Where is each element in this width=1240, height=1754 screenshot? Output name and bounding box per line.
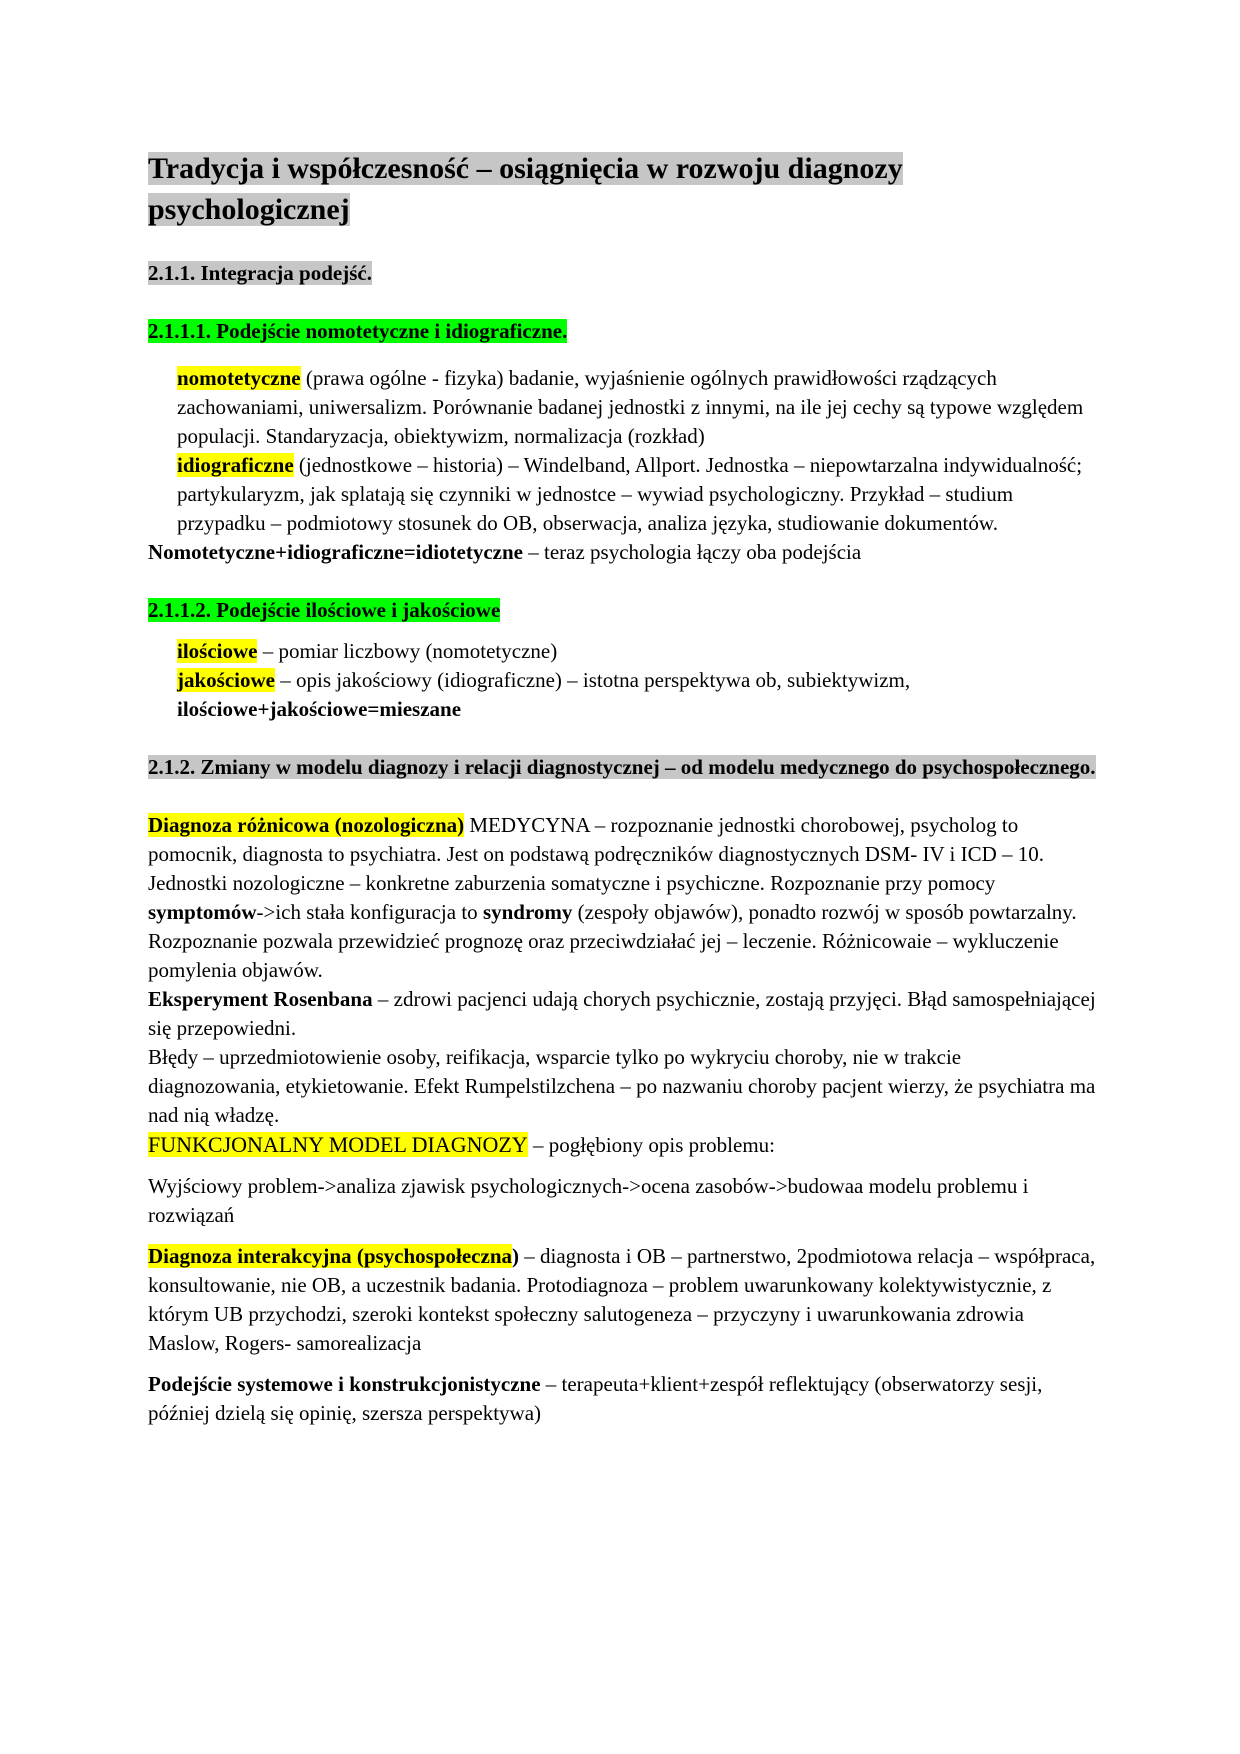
idiotetyczne-summary: [148, 538, 1098, 567]
heading-2-1-2: [148, 753, 1098, 782]
ilosciowe-jakosciowe-block: [148, 637, 1098, 724]
rosenhan-paragraph: [148, 985, 1098, 1043]
diagnoza-roznicowa-paragraph: [148, 811, 1098, 985]
funkcjonalny-steps: Wyjściowy problem->analiza zjawisk psychologicznych->ocena zasobów->budowaa modelu problemu i rozwiązań: [148, 1174, 1029, 1227]
interakcyjna-term: Diagnoza interakcyjna (psychospołeczna: [148, 1244, 512, 1268]
symptomy-term: symptomów: [148, 900, 257, 924]
heading-2-1-1-text: 2.1.1. Integracja podejść.: [148, 261, 372, 285]
title-text: Tradycja i współczesność – osiągnięcia w rozwoju diagnozy psychologicznej: [148, 152, 903, 226]
diagnoza-roznicowa-term: Diagnoza różnicowa (nozologiczna): [148, 813, 465, 837]
heading-2-1-1-2: [148, 596, 1098, 625]
jakosciowe-text: – opis jakościowy (idiograficzne) – istotna perspektywa ob, subiektywizm,: [275, 668, 911, 692]
nomotetyczne-text: (prawa ogólne - fizyka) badanie, wyjaśnienie ogólnych prawidłowości rządzących zachowaniami, uniwersalizm. Porównanie badanej jednostki z innymi, na ile jej cechy są typowe względem populacji. Standaryzacja, obiektywizm, normalizacja (rozkład): [177, 366, 1084, 448]
diagnoza-roznicowa-text-1: MEDYCYNA – rozpoznanie jednostki chorobowej, psycholog to pomocnik, diagnosta to psychiatra. Jest on podstawą podręczników diagnostycznych DSM- IV i ICD – 10. Jednostki nozologiczne – konkretne zaburzenia somatyczne i psychiczne. Rozpoznanie przy pomocy: [148, 813, 1045, 895]
interakcyjna-text: – diagnosta i OB – partnerstwo, 2podmiotowa relacja – współpraca, konsultowanie, nie OB, a uczestnik badania. Protodiagnoza – problem uwarunkowany kolektywistycznie, z którym UB przychodzi, szeroki kontekst społeczny salutogeneza – przyczyny i uwarunkowania zdrowia: [148, 1244, 1096, 1326]
rosenhan-term: Eksperyment Rosenbana: [148, 987, 373, 1011]
systemowe-paragraph: [148, 1370, 1098, 1428]
document-title: [148, 148, 1098, 230]
heading-2-1-1: [148, 259, 1098, 288]
document-body: [148, 148, 1098, 1428]
ilosciowe-text: – pomiar liczbowy (nomotetyczne): [257, 639, 558, 663]
funkcjonalny-paragraph: [148, 1130, 1098, 1160]
heading-2-1-1-1-text: 2.1.1.1. Podejście nomotetyczne i idiograficzne.: [148, 319, 568, 343]
maslow-line: Maslow, Rogers- samorealizacja: [148, 1331, 422, 1355]
jakosciowe-term: jakościowe: [177, 668, 275, 692]
idiograficzne-term: idiograficzne: [177, 453, 294, 477]
funkcjonalny-term: FUNKCJONALNY MODEL DIAGNOZY: [148, 1132, 528, 1157]
funkcjonalny-text: – pogłębiony opis problemu:: [527, 1133, 776, 1157]
nomotetyczne-paragraph: [148, 364, 1098, 538]
bledy-paragraph: Błędy – uprzedmiotowienie osoby, reifikacja, wsparcie tylko po wykryciu choroby, nie w trakcie diagnozowania, etykietowanie. Efekt Rumpelstilzchena – po nazwaniu choroby pacjent wierzy, że psychiatra ma nad nią władzę.: [148, 1045, 1096, 1127]
interakcyjna-paragraph: [148, 1242, 1098, 1329]
systemowe-term: Podejście systemowe i konstrukcjonistyczne: [148, 1372, 541, 1396]
rosenhan-text: – zdrowi pacjenci udają chorych psychicznie, zostają przyjęci. Błąd samospełniającej się przepowiedni.: [148, 987, 1096, 1040]
idiotetyczne-text: – teraz psychologia łączy oba podejścia: [522, 540, 862, 564]
heading-2-1-2-text: 2.1.2. Zmiany w modelu diagnozy i relacji diagnostycznej – od modelu medycznego do psychospołecznego.: [148, 755, 1096, 779]
mieszane-term: ilościowe+jakościowe=mieszane: [177, 697, 462, 721]
idiotetyczne-term: Nomotetyczne+idiograficzne=idiotetyczne: [148, 540, 523, 564]
systemowe-text: – terapeuta+klient+zespół reflektujący (obserwatorzy sesji, później dzielą się opinię, szersza perspektywa): [148, 1372, 1043, 1425]
nomotetyczne-term: nomotetyczne: [177, 366, 301, 390]
ilosciowe-term: ilościowe: [177, 639, 258, 663]
interakcyjna-term-tail: ): [512, 1244, 519, 1268]
diagnoza-roznicowa-text-2: ->ich stała konfiguracja to: [256, 900, 483, 924]
diagnoza-roznicowa-text-3: (zespoły objawów), ponadto rozwój w sposób powtarzalny. Rozpoznanie pozwala przewidzieć prognozę oraz przeciwdziałać jej – leczenie. Różnicowaie – wykluczenie pomylenia objawów.: [148, 900, 1077, 982]
heading-2-1-1-1: [148, 317, 1098, 346]
idiograficzne-text: (jednostkowe – historia) – Windelband, Allport. Jednostka – niepowtarzalna indywidualność; partykularyzm, jak splatają się czynniki w jednostce – wywiad psychologiczny. Przykład – studium przypadku – podmiotowy stosunek do OB, obserwacja, analiza języka, studiowanie dokumentów.: [177, 453, 1083, 535]
syndromy-term: syndromy: [482, 900, 573, 924]
heading-2-1-1-2-text: 2.1.1.2. Podejście ilościowe i jakościowe: [148, 598, 501, 622]
